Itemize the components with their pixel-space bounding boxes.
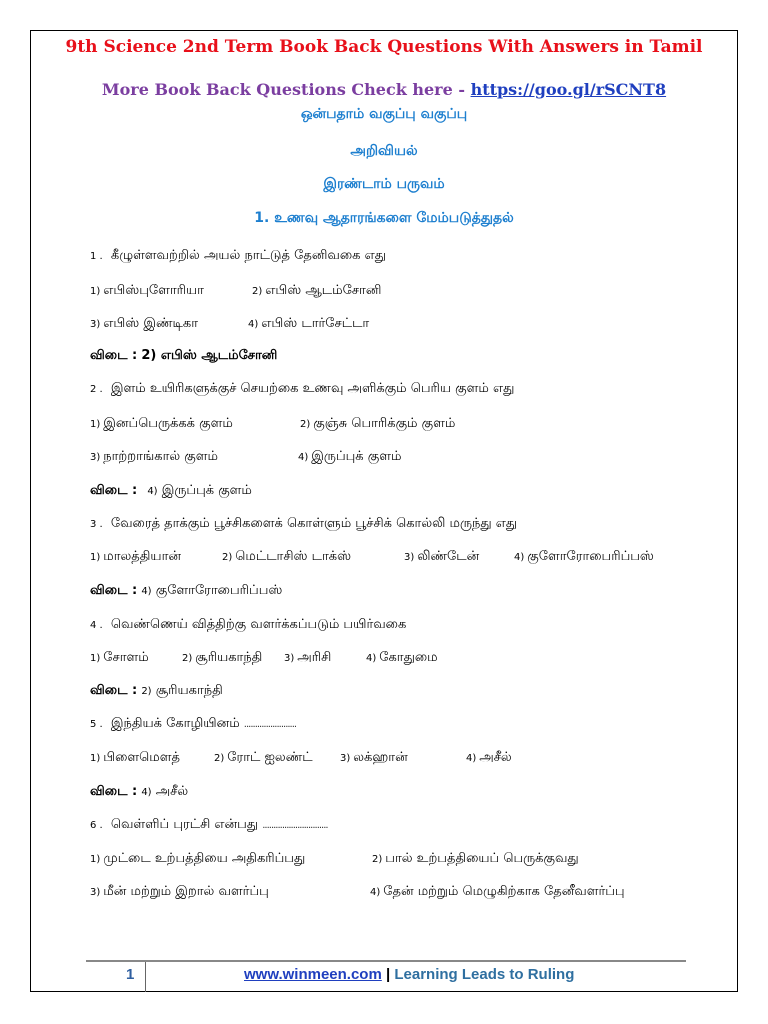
option: 4) கோதுமை (366, 650, 438, 665)
option: 2) சூரியகாந்தி (182, 650, 263, 665)
option: 3) எபிஸ் இண்டிகா (90, 316, 199, 331)
option: 1) பிளைமௌத் (90, 750, 180, 765)
question-6 (90, 817, 328, 833)
answer-label: விடை : (90, 348, 138, 363)
answer-number: 2) (141, 686, 152, 697)
question-5 (90, 716, 296, 732)
answer-label: விடை : (90, 483, 138, 498)
option: 3) மீன் மற்றும் இறால் வளர்ப்பு (90, 884, 269, 899)
answer-text: 2) எபிஸ் ஆடம்சோனி (141, 348, 278, 363)
question-number: 6 . (90, 820, 103, 831)
question-1-answer (90, 348, 277, 364)
option: 3) அரிசி (284, 650, 332, 665)
class-heading: ஒன்பதாம் வகுப்பு வகுப்பு (300, 106, 468, 122)
fill-blank: ........................ (243, 719, 297, 730)
option: 4) எபிஸ் டார்சேட்டா (248, 316, 370, 331)
fill-blank: .............................. (262, 820, 328, 831)
question-6-options-row-2 (90, 884, 625, 900)
footer-text (244, 966, 574, 983)
question-3-answer (90, 583, 282, 599)
question-number: 2 . (90, 384, 103, 395)
footer-site-link[interactable]: www.winmeen.com (244, 966, 382, 983)
question-number: 1 . (90, 251, 103, 262)
question-4 (90, 617, 406, 633)
option: 2) பால் உற்பத்தியைப் பெருக்குவது (372, 851, 579, 866)
lesson-heading: 1. உணவு ஆதாரங்களை மேம்படுத்துதல் (254, 210, 514, 226)
footer-bar: | (381, 966, 395, 983)
document-title: 9th Science 2nd Term Book Back Questions With Answers in Tamil (65, 37, 703, 57)
question-number: 4 . (90, 620, 103, 631)
answer-text: சூரியகாந்தி (155, 683, 223, 698)
question-3 (90, 516, 517, 532)
option: 2) ரோட் ஐலண்ட் (214, 750, 313, 765)
question-6-options-row-1 (90, 851, 579, 867)
page-border (30, 30, 738, 992)
question-text: வெண்ணெய் வித்திற்கு வளர்க்கப்படும் பயிர்வகை (110, 617, 407, 632)
question-4-answer (90, 683, 223, 699)
option: 1) சோளம் (90, 650, 149, 665)
question-number: 3 . (90, 519, 103, 530)
question-text: வெள்ளிப் புரட்சி என்பது (110, 817, 259, 832)
question-5-options (90, 750, 512, 766)
more-questions-text: More Book Back Questions Check here - (101, 80, 471, 99)
more-questions-link[interactable]: https://goo.gl/rSCNT8 (470, 80, 667, 99)
question-1-options-row-2 (90, 316, 369, 332)
option: 2) குஞ்சு பொரிக்கும் குளம் (300, 416, 456, 431)
answer-text: அசீல் (155, 784, 189, 799)
option: 3) லக்ஹான் (340, 750, 408, 765)
answer-text: இருப்புக் குளம் (161, 483, 252, 498)
question-2-options-row-1 (90, 416, 455, 432)
answer-label: விடை : (90, 683, 138, 698)
answer-number: 4) (141, 586, 152, 597)
question-text: வேரைத் தாக்கும் பூச்சிகளைக் கொள்ளும் பூச்சிக் கொல்லி மருந்து எது (110, 516, 518, 531)
question-text: இந்தியக் கோழியினம் (110, 716, 240, 731)
option: 2) எபிஸ் ஆடம்சோனி (252, 283, 382, 298)
question-3-options (90, 549, 654, 565)
footer-tagline: Learning Leads to Ruling (394, 966, 575, 983)
question-2-answer (90, 483, 252, 499)
answer-text: குளோரோபைரிப்பஸ் (155, 583, 283, 598)
question-number: 5 . (90, 719, 103, 730)
option: 3) நாற்றாங்கால் குளம் (90, 449, 218, 464)
subject-heading: அறிவியல் (350, 143, 418, 159)
question-text: கீழுள்ளவற்றில் அயல் நாட்டுத் தேனிவகை எது (110, 248, 386, 263)
option: 4) அசீல் (466, 750, 512, 765)
question-4-options (90, 650, 438, 666)
option: 4) குளோரோபைரிப்பஸ் (514, 549, 654, 564)
question-1-options-row-1 (90, 283, 381, 299)
answer-number: 4) (147, 486, 158, 497)
option: 1) முட்டை உற்பத்தியை அதிகரிப்பது (90, 851, 306, 866)
option: 1) இனப்பெருக்கக் குளம் (90, 416, 233, 431)
footer-separator (145, 962, 146, 992)
option: 2) மெட்டாசிஸ் டாக்ஸ் (222, 549, 352, 564)
answer-label: விடை : (90, 784, 138, 799)
option: 4) இருப்புக் குளம் (298, 449, 402, 464)
option: 4) தேன் மற்றும் மெழுகிற்காக தேனீவளர்ப்பு (370, 884, 625, 899)
question-2-options-row-2 (90, 449, 401, 465)
more-questions-line (0, 80, 768, 99)
footer-rule (86, 960, 686, 962)
term-heading: இரண்டாம் பருவம் (323, 176, 445, 192)
option: 3) லிண்டேன் (404, 549, 480, 564)
option: 1) எபிஸ்புளோரியா (90, 283, 204, 298)
question-5-answer (90, 784, 188, 800)
answer-label: விடை : (90, 583, 138, 598)
answer-number: 4) (141, 787, 152, 798)
question-1 (90, 248, 386, 264)
question-text: இளம் உயிரிகளுக்குச் செயற்கை உணவு அளிக்கும் பெரிய குளம் எது (110, 381, 515, 396)
question-2 (90, 381, 514, 397)
option: 1) மாலத்தியான் (90, 549, 181, 564)
page-number: 1 (126, 966, 135, 983)
